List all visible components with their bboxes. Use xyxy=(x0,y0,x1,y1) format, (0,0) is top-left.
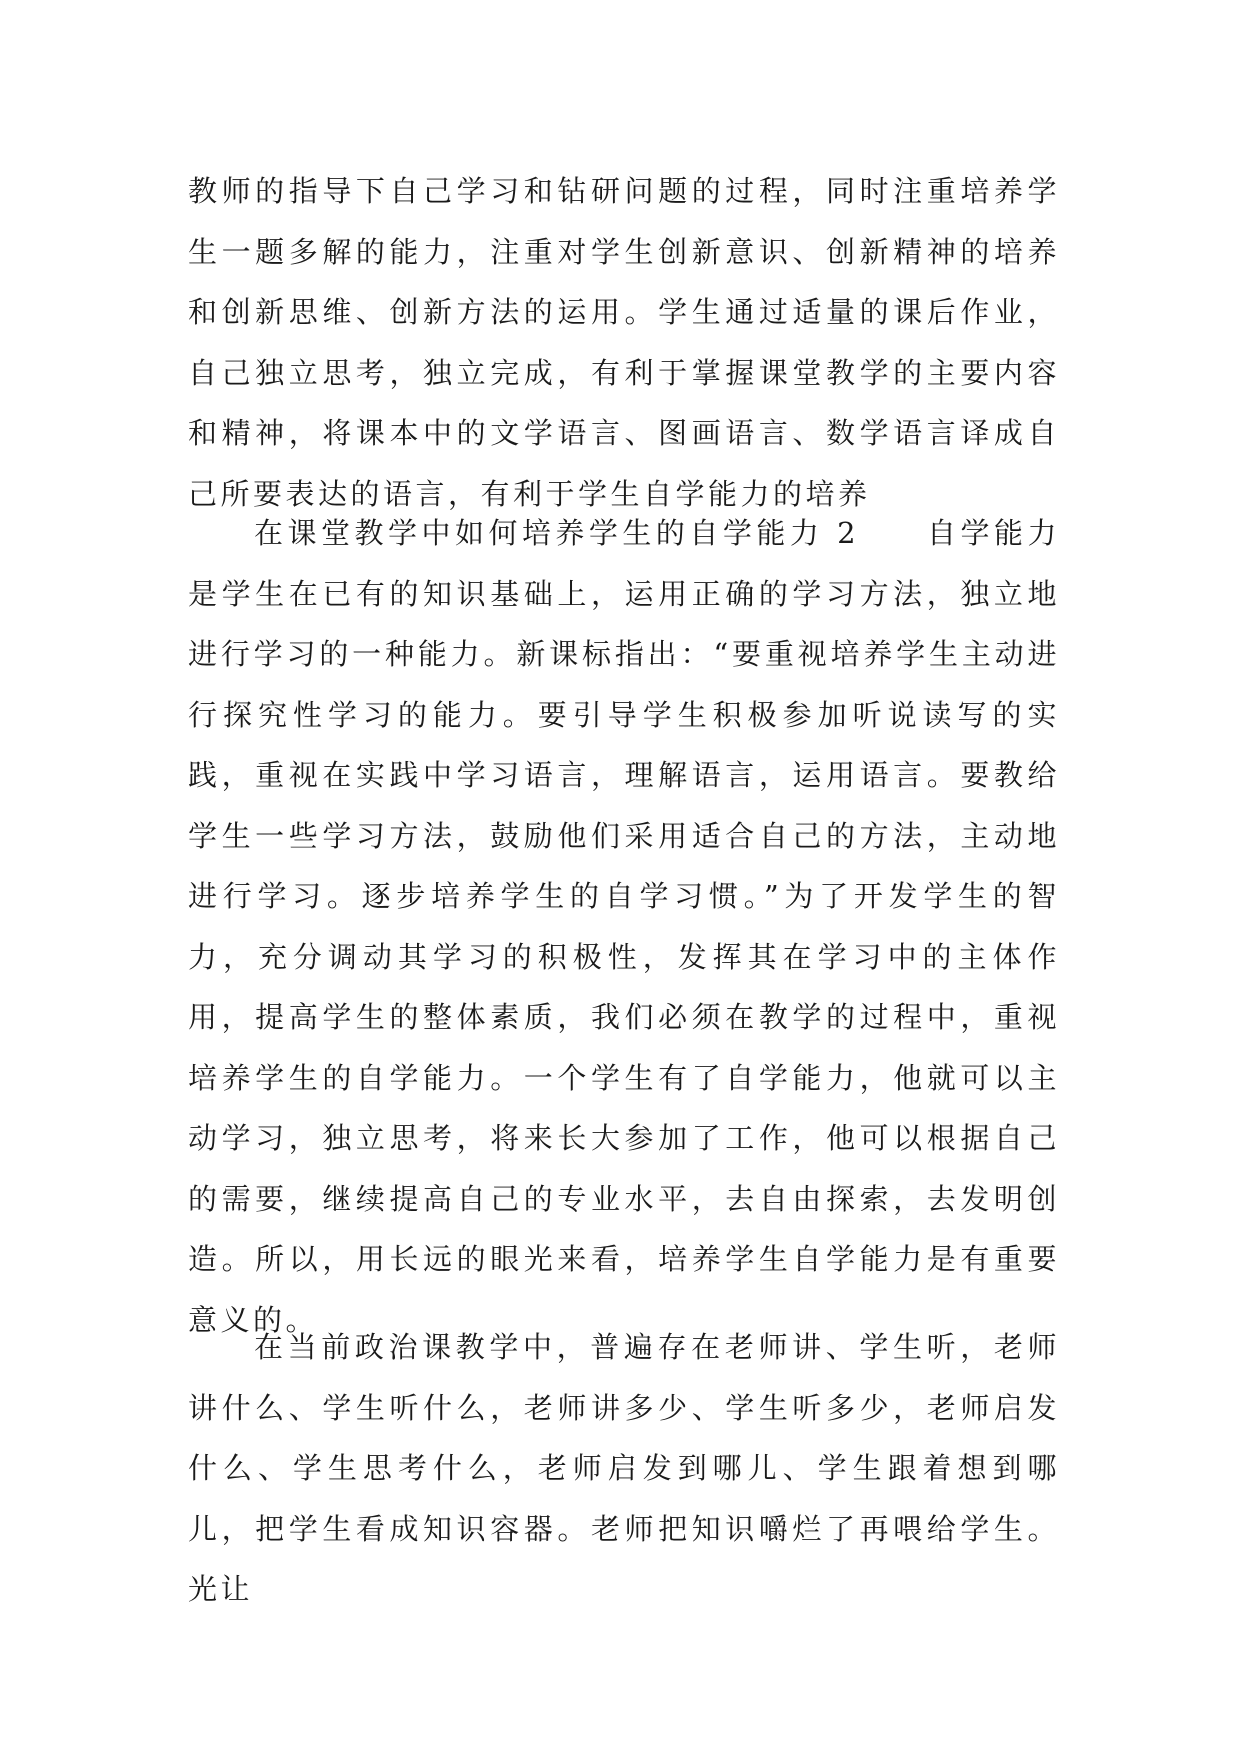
paragraph-continuation: 教师的指导下自己学习和钻研问题的过程，同时注重培养学生一题多解的能力，注重对学生创新意识、创新精神的培养和创新思维、创新方法的运用。学生通过适量的课后作业，自己独立思考，独立完成，有利于掌握课堂教学的主要内容和精神，将课本中的文学语言、图画语言、数学语言译成自己所要表达的语言，有利于学生自学能力的培养 xyxy=(188,174,1060,511)
paragraph-section-2: 在课堂教学中如何培养学生的自学能力 2 自学能力是学生在已有的知识基础上，运用正确的学习方法，独立地进行学习的一种能力。新课标指出：“要重视培养学生主动进行探究性学习的能力。要引导学生积极参加听说读写的实践，重视在实践中学习语言，理解语言，运用语言。要教给学生一些学习方法，鼓励他们采用适合自己的方法，主动地进行学习。逐步培养学生的自学习惯。”为了开发学生的智力，充分调动其学习的积极性，发挥其在学习中的主体作用，提高学生的整体素质，我们必须在教学的过程中，重视培养学生的自学能力。一个学生有了自学能力，他就可以主动学习，独立思考，将来长大参加了工作，他可以根据自己的需要，继续提高自己的专业水平，去自由探索，去发明创造。所以，用长远的眼光来看，培养学生自学能力是有重要意义的。 xyxy=(188,516,1060,1337)
paragraph-politics-teaching: 在当前政治课教学中，普遍存在老师讲、学生听，老师讲什么、学生听什么，老师讲多少、学生听多少，老师启发什么、学生思考什么，老师启发到哪儿、学生跟着想到哪儿，把学生看成知识容器。老师把知识嚼烂了再喂给学生。光让 xyxy=(188,1330,1060,1606)
